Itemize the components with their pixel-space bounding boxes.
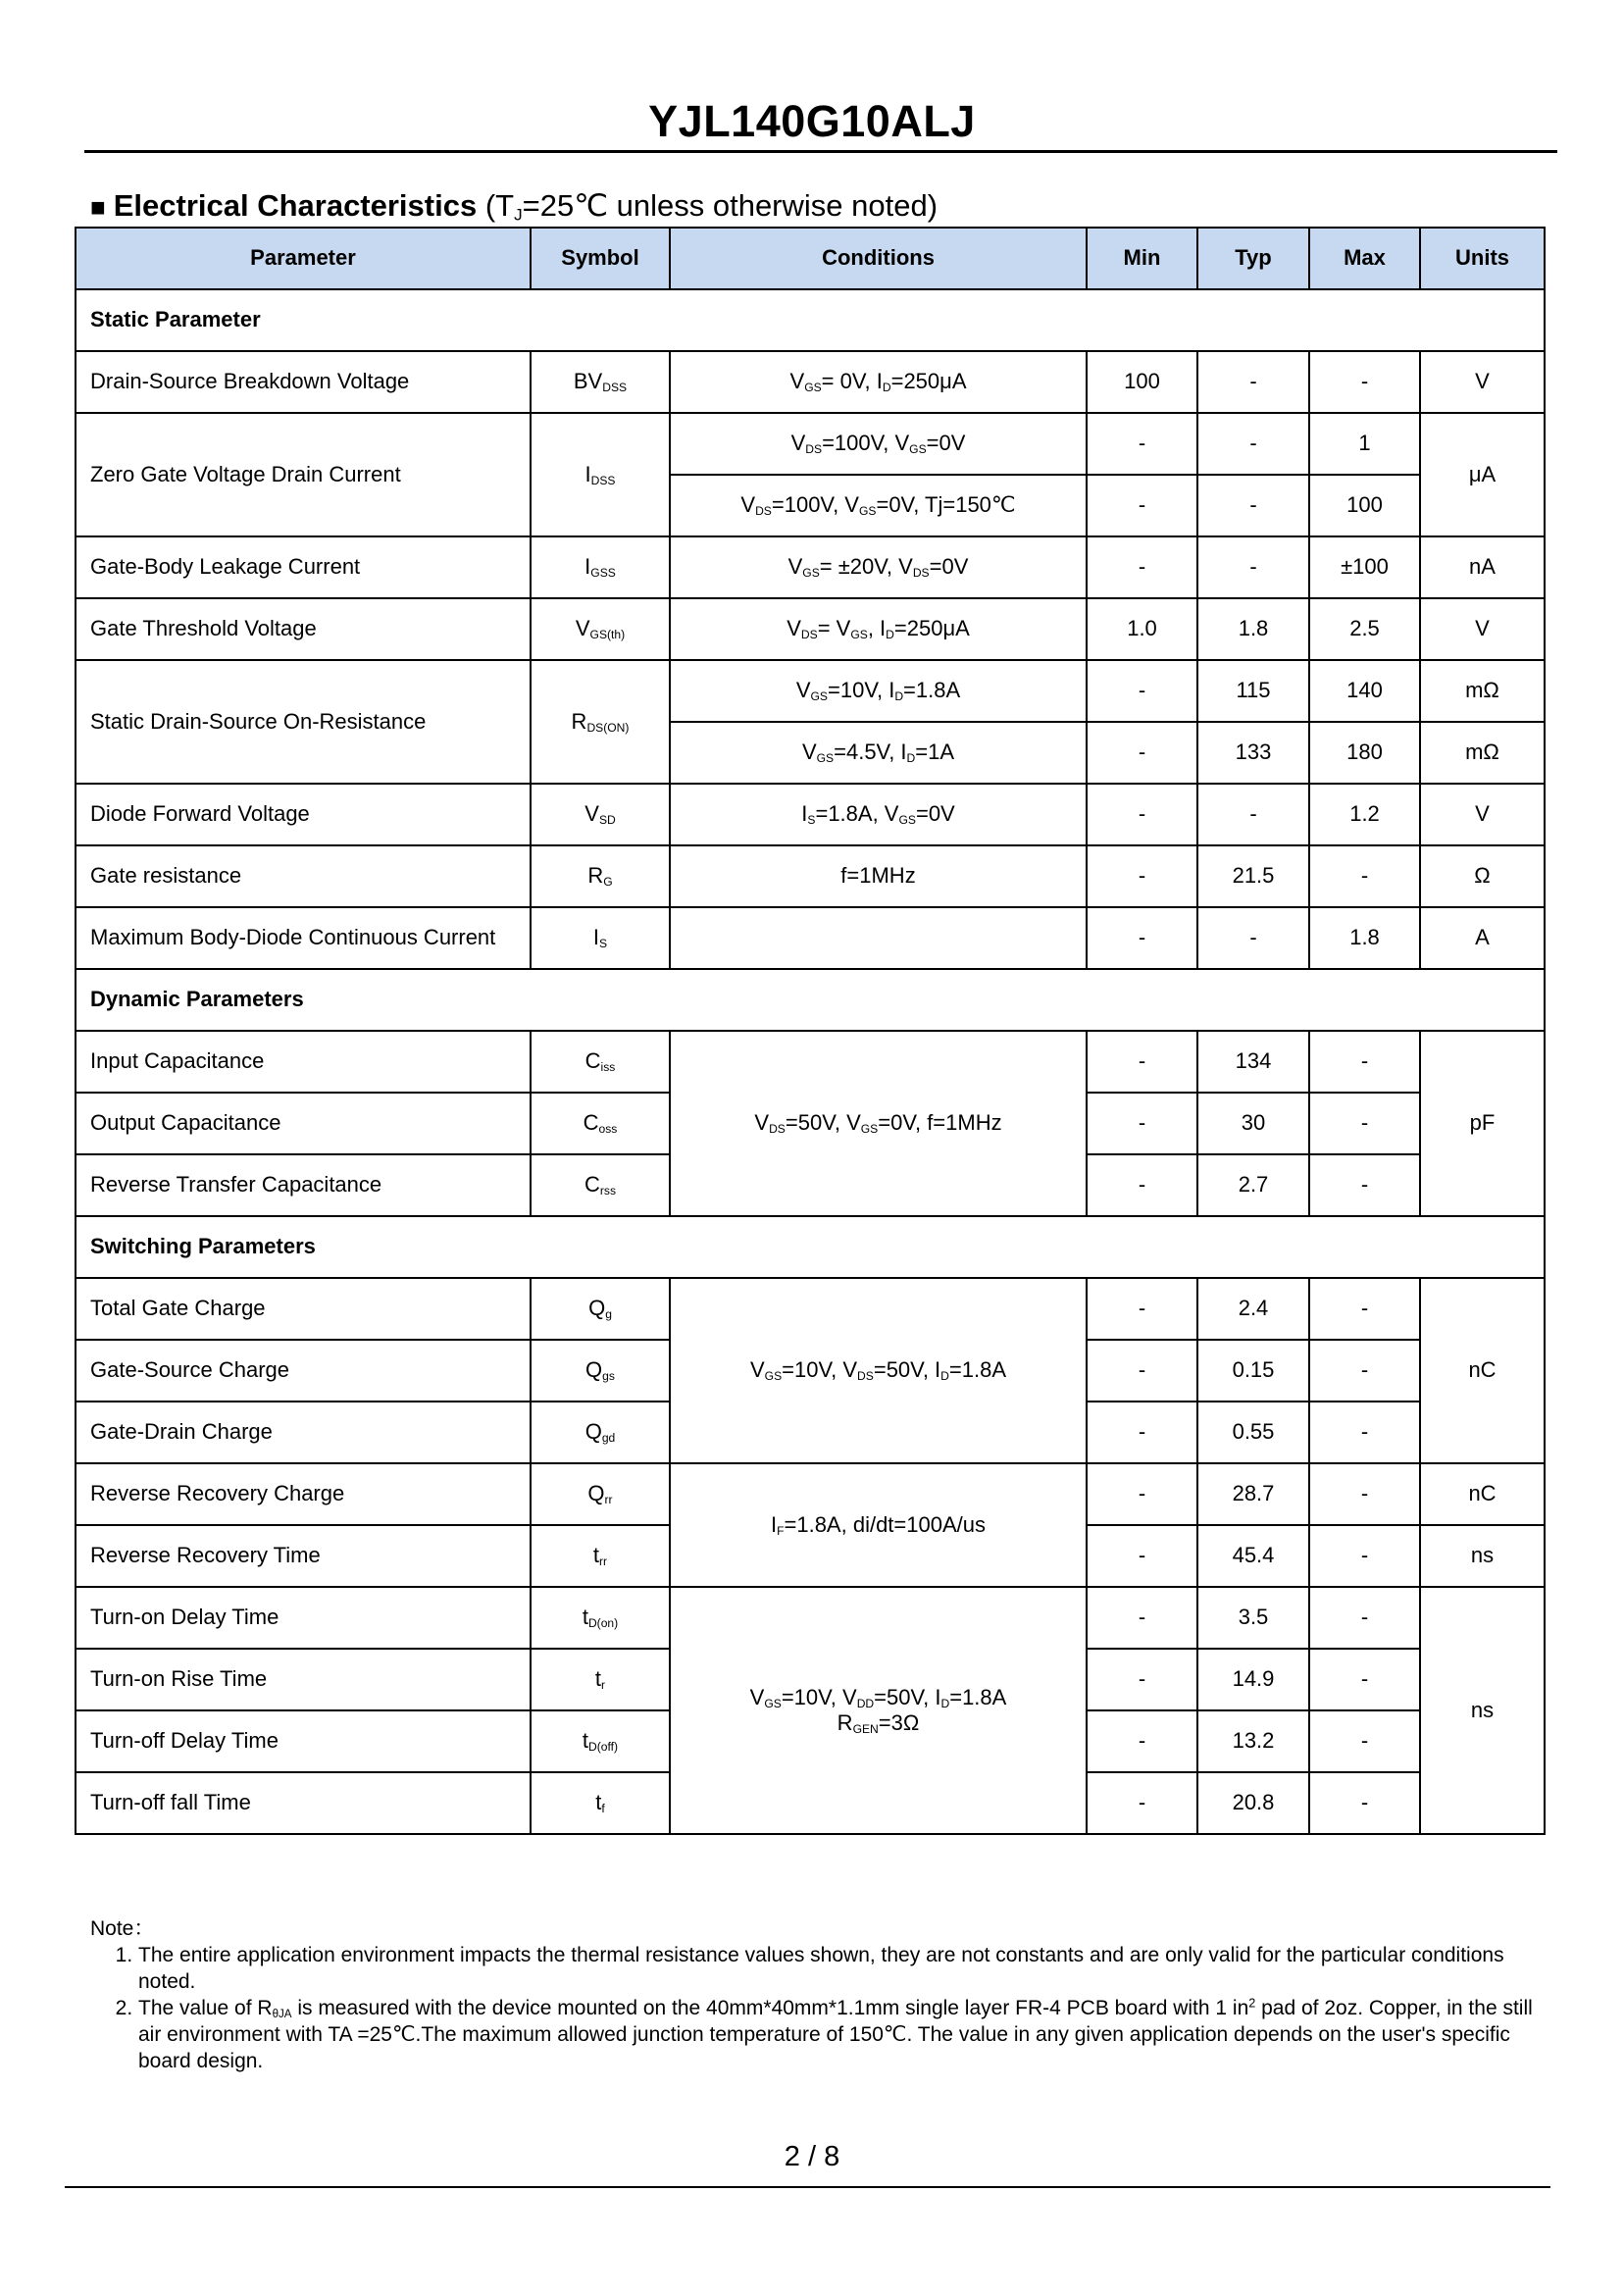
symbol-cell: $t_r$: [531, 1649, 670, 1710]
min-cell: -: [1087, 413, 1197, 475]
notes-label: Note：: [90, 1917, 155, 1940]
notes: [90, 1915, 1542, 2074]
param-cell: Reverse Recovery Time: [76, 1525, 531, 1587]
unit-cell: mΩ: [1420, 722, 1545, 784]
symbol-cell: $t_f$: [531, 1772, 670, 1834]
table-row: [76, 1587, 1545, 1649]
table-row: [76, 784, 1545, 845]
symbol-cell: $t_{rr}$: [531, 1525, 670, 1587]
condition-cell: $V_{GS}= \pm 20V$, $V_{DS}=0V$: [670, 536, 1087, 598]
max-cell: -: [1309, 1463, 1420, 1525]
min-cell: -: [1087, 1031, 1197, 1093]
symbol-cell: $t_{D(on)}$: [531, 1587, 670, 1649]
typ-cell: 45.4: [1197, 1525, 1309, 1587]
param-cell: Reverse Recovery Charge: [76, 1463, 531, 1525]
min-cell: -: [1087, 475, 1197, 536]
min-cell: 1.0: [1087, 598, 1197, 660]
electrical-characteristics-table: [75, 227, 1546, 1835]
page-number: 2 / 8: [784, 2141, 840, 2172]
unit-cell: V: [1420, 351, 1545, 413]
typ-cell: 21.5: [1197, 845, 1309, 907]
min-cell: -: [1087, 1587, 1197, 1649]
typ-cell: 115: [1197, 660, 1309, 722]
max-cell: -: [1309, 1402, 1420, 1463]
table-row: [76, 845, 1545, 907]
max-cell: -: [1309, 1772, 1420, 1834]
typ-cell: 3.5: [1197, 1587, 1309, 1649]
table-row: [76, 1031, 1545, 1093]
min-cell: -: [1087, 722, 1197, 784]
table-row: [76, 536, 1545, 598]
header-conditions: Conditions: [670, 228, 1087, 289]
max-cell: -: [1309, 1031, 1420, 1093]
unit-cell: ns: [1420, 1525, 1545, 1587]
max-cell: 2.5: [1309, 598, 1420, 660]
min-cell: -: [1087, 660, 1197, 722]
min-cell: -: [1087, 1402, 1197, 1463]
table-row: [76, 351, 1545, 413]
param-cell: Static Drain-Source On-Resistance: [76, 660, 531, 784]
max-cell: -: [1309, 1525, 1420, 1587]
condition-cell: $I_S=1.8A$, $V_{GS}=0V$: [670, 784, 1087, 845]
typ-cell: 0.55: [1197, 1402, 1309, 1463]
condition-cell: f=1MHz: [670, 845, 1087, 907]
param-cell: Turn-on Delay Time: [76, 1587, 531, 1649]
symbol-cell: $t_{D(off)}$: [531, 1710, 670, 1772]
heading-cond: (T: [477, 188, 515, 223]
max-cell: -: [1309, 1340, 1420, 1402]
max-cell: -: [1309, 1649, 1420, 1710]
max-cell: ±100: [1309, 536, 1420, 598]
condition-cell: [670, 907, 1087, 969]
symbol-cell: $Q_{gs}$: [531, 1340, 670, 1402]
bullet-square-icon: ■: [90, 192, 106, 222]
param-cell: Diode Forward Voltage: [76, 784, 531, 845]
typ-cell: 0.15: [1197, 1340, 1309, 1402]
symbol-cell: $C_{iss}$: [531, 1031, 670, 1093]
unit-cell: μA: [1420, 413, 1545, 536]
symbol-cell: $R_G$: [531, 845, 670, 907]
max-cell: 100: [1309, 475, 1420, 536]
note-1: 1. The entire application environment impacts the thermal resistance values shown, they are not constants and are only valid for the particular conditions noted.: [138, 1942, 1542, 1995]
unit-cell: A: [1420, 907, 1545, 969]
table-row: [76, 660, 1545, 722]
condition-cell: $V_{DS}=50V$, $V_{GS}=0V$, f=1MHz: [670, 1031, 1087, 1216]
typ-cell: 13.2: [1197, 1710, 1309, 1772]
condition-cell: $V_{GS}=4.5V$, $I_D=1A$: [670, 722, 1087, 784]
header-min: Min: [1087, 228, 1197, 289]
param-cell: Zero Gate Voltage Drain Current: [76, 413, 531, 536]
param-cell: Maximum Body-Diode Continuous Current: [76, 907, 531, 969]
condition-cell: $V_{DS}=100V$, $V_{GS}=0V$, Tj=150℃: [670, 475, 1087, 536]
condition-cell: $I_F=1.8A$, di/dt=100A/us: [670, 1463, 1087, 1587]
min-cell: -: [1087, 1710, 1197, 1772]
header-parameter: Parameter: [76, 228, 531, 289]
heading-bold: Electrical Characteristics: [113, 188, 478, 223]
min-cell: -: [1087, 1340, 1197, 1402]
symbol-cell: $Q_g$: [531, 1278, 670, 1340]
typ-cell: 2.7: [1197, 1154, 1309, 1216]
symbol-cell: $I_{GSS}$: [531, 536, 670, 598]
unit-cell: nA: [1420, 536, 1545, 598]
header-units: Units: [1420, 228, 1545, 289]
symbol-cell: $R_{DS(ON)}$: [531, 660, 670, 784]
max-cell: -: [1309, 1587, 1420, 1649]
typ-cell: -: [1197, 907, 1309, 969]
max-cell: -: [1309, 1093, 1420, 1154]
typ-cell: -: [1197, 475, 1309, 536]
param-cell: Turn-off Delay Time: [76, 1710, 531, 1772]
symbol-cell: $I_S$: [531, 907, 670, 969]
unit-cell: mΩ: [1420, 660, 1545, 722]
param-cell: Gate-Drain Charge: [76, 1402, 531, 1463]
max-cell: -: [1309, 1154, 1420, 1216]
symbol-cell: $V_{SD}$: [531, 784, 670, 845]
typ-cell: 28.7: [1197, 1463, 1309, 1525]
table-row: [76, 1463, 1545, 1525]
min-cell: -: [1087, 845, 1197, 907]
max-cell: 180: [1309, 722, 1420, 784]
symbol-cell: $Q_{gd}$: [531, 1402, 670, 1463]
min-cell: -: [1087, 907, 1197, 969]
table-row: [76, 1278, 1545, 1340]
footer-rule: [65, 2186, 1550, 2188]
condition-cell: $V_{GS}= 0V$, $I_D=250\mu A$: [670, 351, 1087, 413]
header-symbol: Symbol: [531, 228, 670, 289]
typ-cell: 1.8: [1197, 598, 1309, 660]
table-row: [76, 413, 1545, 475]
min-cell: -: [1087, 1093, 1197, 1154]
param-cell: Gate resistance: [76, 845, 531, 907]
typ-cell: 20.8: [1197, 1772, 1309, 1834]
max-cell: -: [1309, 1278, 1420, 1340]
table-row: [76, 907, 1545, 969]
condition-cell: $V_{GS}=10V$, $V_{DS}=50V$, $I_D=1.8A$: [670, 1278, 1087, 1463]
min-cell: -: [1087, 1278, 1197, 1340]
max-cell: 1.2: [1309, 784, 1420, 845]
param-cell: Gate-Source Charge: [76, 1340, 531, 1402]
min-cell: -: [1087, 1649, 1197, 1710]
max-cell: -: [1309, 351, 1420, 413]
group-switching: Switching Parameters: [76, 1216, 1545, 1278]
symbol-cell: $I_{DSS}$: [531, 413, 670, 536]
symbol-cell: $C_{oss}$: [531, 1093, 670, 1154]
unit-cell: Ω: [1420, 845, 1545, 907]
param-cell: Turn-on Rise Time: [76, 1649, 531, 1710]
symbol-cell: $C_{rss}$: [531, 1154, 670, 1216]
max-cell: -: [1309, 1710, 1420, 1772]
param-cell: Input Capacitance: [76, 1031, 531, 1093]
max-cell: 1.8: [1309, 907, 1420, 969]
symbol-cell: $V_{GS(th)}$: [531, 598, 670, 660]
header-rule: [84, 150, 1557, 153]
group-static: Static Parameter: [76, 289, 1545, 351]
typ-cell: 134: [1197, 1031, 1309, 1093]
max-cell: -: [1309, 845, 1420, 907]
param-cell: Reverse Transfer Capacitance: [76, 1154, 531, 1216]
typ-cell: -: [1197, 413, 1309, 475]
min-cell: -: [1087, 1463, 1197, 1525]
param-cell: Output Capacitance: [76, 1093, 531, 1154]
unit-cell: ns: [1420, 1587, 1545, 1834]
header-max: Max: [1309, 228, 1420, 289]
typ-cell: 2.4: [1197, 1278, 1309, 1340]
document-title: YJL140G10ALJ: [648, 96, 976, 146]
param-cell: Gate-Body Leakage Current: [76, 536, 531, 598]
table-row: [76, 598, 1545, 660]
param-cell: Drain-Source Breakdown Voltage: [76, 351, 531, 413]
group-dynamic: Dynamic Parameters: [76, 969, 1545, 1031]
unit-cell: nC: [1420, 1278, 1545, 1463]
unit-cell: V: [1420, 784, 1545, 845]
note-2: 2. The value of $R_{\theta JA}$ is measured with the device mounted on the 40mm*40mm*1.1mm single layer FR-4 PCB board with 1 $in^2$ pad of 2oz. Copper, in the still air environment with TA =25℃.The maximum allowed junction temperature of 150℃. The value in any given application depends on the user's specific board design.: [138, 1995, 1542, 2074]
min-cell: -: [1087, 1525, 1197, 1587]
param-cell: Gate Threshold Voltage: [76, 598, 531, 660]
section-heading: ■ Electrical Characteristics ($T_J=25℃$ unless otherwise noted): [90, 188, 939, 225]
header-typ: Typ: [1197, 228, 1309, 289]
param-cell: Total Gate Charge: [76, 1278, 531, 1340]
max-cell: 140: [1309, 660, 1420, 722]
condition-cell: $V_{DS}= V_{GS}$, $I_D=250\mu A$: [670, 598, 1087, 660]
min-cell: -: [1087, 1772, 1197, 1834]
unit-cell: nC: [1420, 1463, 1545, 1525]
param-cell: Turn-off fall Time: [76, 1772, 531, 1834]
unit-cell: pF: [1420, 1031, 1545, 1216]
min-cell: 100: [1087, 351, 1197, 413]
condition-cell: $V_{GS}=10V$, $I_D=1.8A$: [670, 660, 1087, 722]
unit-cell: V: [1420, 598, 1545, 660]
min-cell: -: [1087, 1154, 1197, 1216]
min-cell: -: [1087, 784, 1197, 845]
header-row: [76, 228, 1545, 289]
typ-cell: -: [1197, 351, 1309, 413]
condition-cell: $V_{GS}=10V$, $V_{DD}=50V$, $I_D=1.8A$ $R_{GEN}=3\Omega$: [670, 1587, 1087, 1834]
symbol-cell: $BV_{DSS}$: [531, 351, 670, 413]
symbol-cell: $Q_{rr}$: [531, 1463, 670, 1525]
typ-cell: 30: [1197, 1093, 1309, 1154]
condition-cell: $V_{DS}=100V$, $V_{GS}=0V$: [670, 413, 1087, 475]
max-cell: 1: [1309, 413, 1420, 475]
typ-cell: -: [1197, 536, 1309, 598]
min-cell: -: [1087, 536, 1197, 598]
typ-cell: -: [1197, 784, 1309, 845]
typ-cell: 14.9: [1197, 1649, 1309, 1710]
typ-cell: 133: [1197, 722, 1309, 784]
